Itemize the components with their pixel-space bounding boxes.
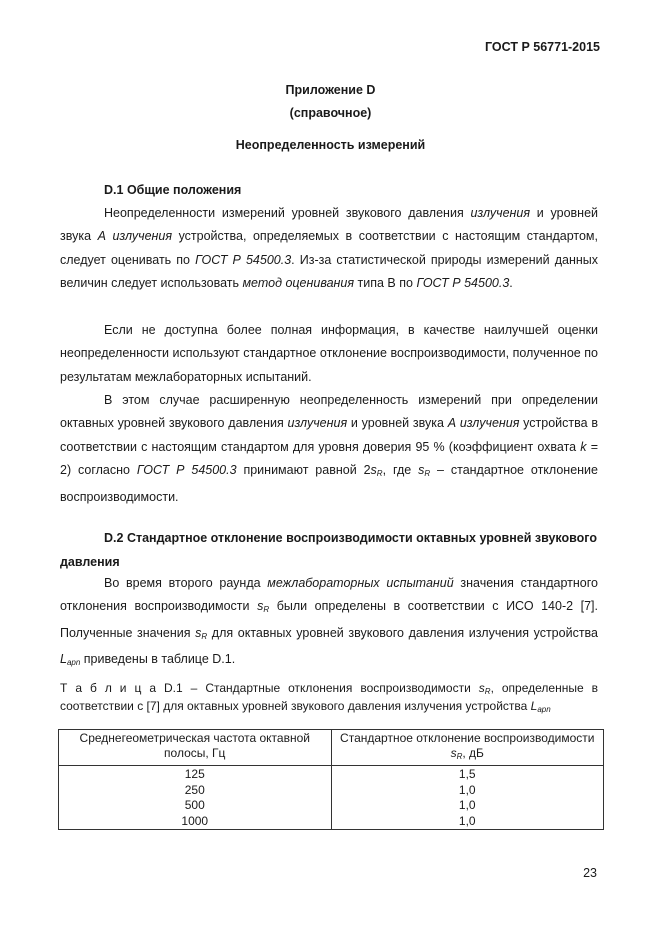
cell-deviation: 1,5	[331, 766, 604, 783]
table-caption: Т а б л и ц а D.1 – Стандартные отклонения воспроизводимости $s_R$, определенные в соответствии с [7] для октавных уровней звукового давления излучения устройства $L_{apn}$	[60, 681, 598, 714]
data-table	[58, 729, 604, 830]
paragraph: Неопределенности измерений уровней звукового давления излучения и уровней звука А излучения устройства, определяемых в соответствии с настоящим стандартом, следует оценивать по ГОСТ Р 54500.3. Из-за статистической природы измерений данных величин следует использовать метод оценивания типа В по ГОСТ Р 54500.3.	[60, 206, 599, 291]
table-row	[59, 783, 604, 799]
section-title: Общие положения	[126, 183, 242, 197]
section-heading-d1	[60, 178, 598, 202]
paragraph: Если не доступна более полная информация, в качестве наилучшей оценки неопределенности используют стандартное отклонение воспроизводимости, полученное по результатам межлабораторных испытаний.	[60, 323, 598, 384]
paragraph: В этом случае расширенную неопределенность измерений при определении октавных уровней звукового давления излучения и уровней звука А излучения устройства в соответствии с настоящим стандартом для уровня доверия 95 % (коэффициент охвата k = 2) согласно ГОСТ Р 54500.3 принимают равной $2s_R$, где $s_R$ – стандартное отклонение воспроизводимости.	[60, 393, 598, 504]
paragraph: Во время второго раунда межлабораторных испытаний значения стандартного отклонения воспроизводимости $s_R$ были определены в соответствии с ИСО 140-2 [7]. Полученные значения $s_R$ для октавных уровней звукового давления излучения устройства $L_{apn}$ приведены в таблице D.1.	[60, 576, 599, 668]
cell-frequency: 250	[59, 783, 332, 799]
appendix-title: Приложение D	[285, 83, 376, 97]
cell-deviation: 1,0	[331, 798, 604, 814]
section-number: D.1	[104, 183, 124, 197]
cell-frequency: 1000	[59, 814, 332, 830]
section-title: Стандартное отклонение воспроизводимости октавных уровней звукового давления	[60, 531, 597, 569]
cell-deviation: 1,0	[331, 783, 604, 799]
section-number: D.2	[104, 531, 124, 545]
table-row	[59, 814, 604, 830]
table-row	[59, 766, 604, 783]
section-heading-d2	[60, 526, 598, 574]
column-header-frequency: Среднегеометрическая частота октавной полосы, Гц	[59, 730, 332, 766]
table-header-row	[59, 730, 604, 766]
appendix-name: Неопределенность измерений	[235, 138, 426, 152]
cell-deviation: 1,0	[331, 814, 604, 830]
appendix-subtitle: (справочное)	[289, 106, 372, 120]
document-header: ГОСТ Р 56771-2015	[484, 40, 600, 54]
table-row	[59, 798, 604, 814]
page-number: 23	[583, 866, 597, 880]
cell-frequency: 125	[59, 766, 332, 783]
cell-frequency: 500	[59, 798, 332, 814]
column-header-deviation: Стандартное отклонение воспроизводимости $s_R$, дБ	[331, 730, 604, 766]
